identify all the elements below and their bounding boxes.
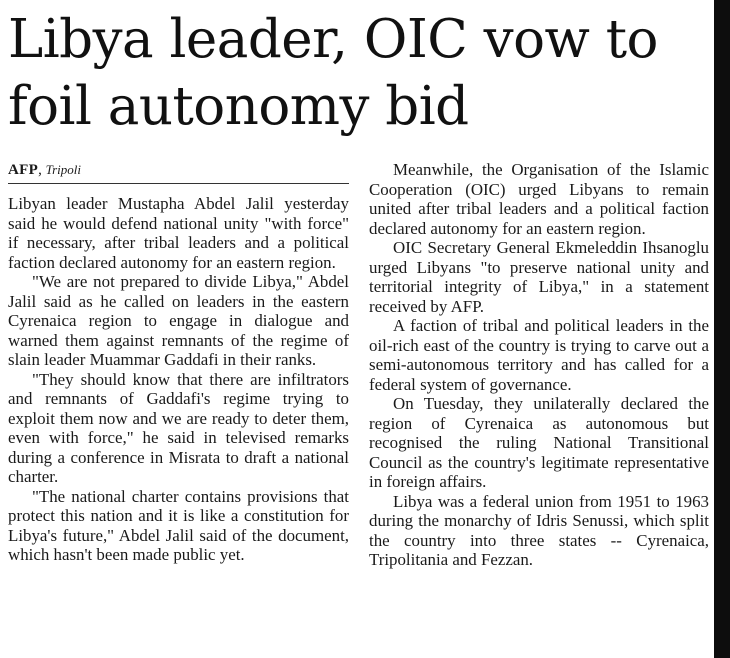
article-paragraph: "The national charter contains provisions that protect this nation and it is like a constitution for Libya's future," Abdel Jalil said of the document, which hasn't been made public yet. [8,486,349,564]
byline [8,160,349,184]
byline-separator: , [38,162,46,178]
page-edge-bar [714,0,730,658]
article-paragraph: Libyan leader Mustapha Abdel Jalil yesterday said he would defend national unity "with force" if necessary, after tribal leaders and a political faction declared autonomy for an eastern region. [8,194,349,272]
article-column-left [8,160,349,565]
article-paragraph: On Tuesday, they unilaterally declared the region of Cyrenaica as autonomous but recognised the ruling National Transitional Council as the country's legitimate representative in foreign affairs. [369,394,709,491]
article-paragraph: Meanwhile, the Organisation of the Islamic Cooperation (OIC) urged Libyans to remain united after tribal leaders and a political faction declared autonomy for an eastern region. [369,160,709,238]
article-paragraph: "We are not prepared to divide Libya," Abdel Jalil said as he called on leaders in the eastern Cyrenaica region to engage in dialogue and warned them against remnants of the regime of slain leader Muammar Gaddafi in their ranks. [8,272,349,369]
headline: Libya leader, OIC vow to foil autonomy bid [8,9,658,137]
article-paragraph: Libya was a federal union from 1951 to 1963 during the monarchy of Idris Senussi, which split the country into three states -- Cyrenaica, Tripolitania and Fezzan. [369,491,709,569]
article-paragraph: OIC Secretary General Ekmeleddin Ihsanoglu urged Libyans "to preserve national unity and territorial integrity of Libya," in a statement received by AFP. [369,238,709,316]
byline-agency: AFP [8,162,39,178]
article-paragraph: "They should know that there are infiltrators and remnants of Gaddafi's regime trying to exploit them now and we are ready to deter them, even with force," he said in televised remarks during a conference in Misrata to draft a national charter. [8,369,349,486]
article-paragraph: A faction of tribal and political leaders in the oil-rich east of the country is trying to carve out a semi-autonomous territory and has called for a federal system of governance. [369,316,709,394]
article-column-right [369,160,709,570]
byline-location: Tripoli [45,162,81,177]
